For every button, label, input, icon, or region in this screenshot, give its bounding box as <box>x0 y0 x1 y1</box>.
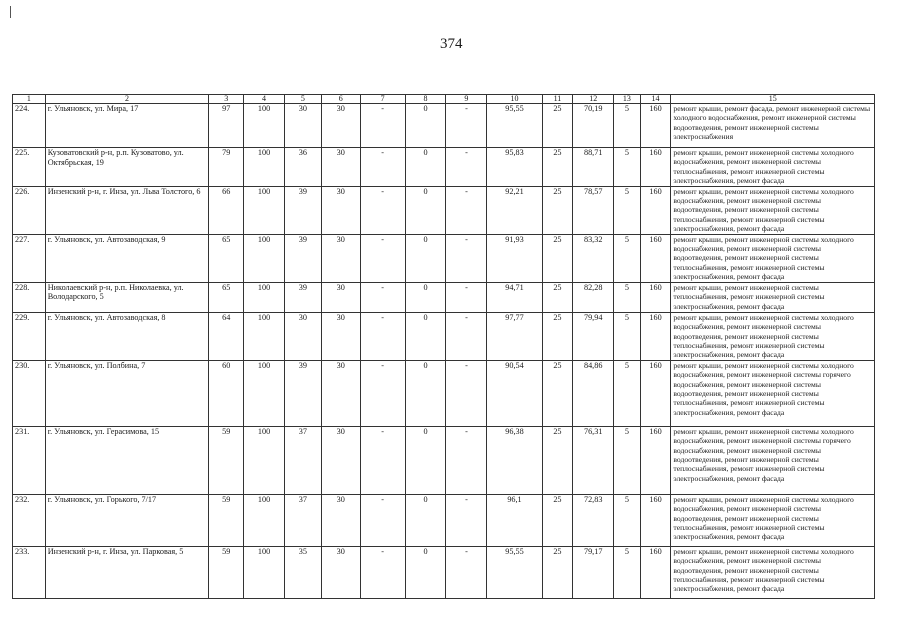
value-cell: 5 <box>614 234 641 282</box>
value-cell: 25 <box>542 234 573 282</box>
value-cell: 64 <box>209 312 244 360</box>
works-cell: ремонт крыши, ремонт инженерной системы холодного водоснабжения, ремонт инженерной системы горячего водоснабжения, ремонт инженерной системы водоотведения, ремонт инженерной системы теплоснабжения, ремонт инженерной системы электроснабжения, ремонт фасада <box>671 426 875 494</box>
value-cell: 92,21 <box>487 186 542 234</box>
row-number: 224. <box>13 104 46 148</box>
value-cell: 39 <box>284 282 321 312</box>
value-cell: 160 <box>640 546 671 598</box>
value-cell: 160 <box>640 186 671 234</box>
works-cell: ремонт крыши, ремонт инженерной системы холодного водоснабжения, ремонт инженерной системы теплоснабжения, ремонт инженерной системы электроснабжения, ремонт фасада <box>671 148 875 187</box>
value-cell: 25 <box>542 360 573 426</box>
value-cell: 39 <box>284 234 321 282</box>
value-cell: 30 <box>321 312 360 360</box>
value-cell: 160 <box>640 234 671 282</box>
value-cell: 0 <box>405 148 446 187</box>
value-cell: 0 <box>405 494 446 546</box>
value-cell: 65 <box>209 282 244 312</box>
value-cell: 30 <box>321 148 360 187</box>
value-cell: - <box>360 148 405 187</box>
column-header: 13 <box>614 95 641 104</box>
row-number: 227. <box>13 234 46 282</box>
table-row <box>13 186 875 234</box>
value-cell: 0 <box>405 282 446 312</box>
value-cell: - <box>446 426 487 494</box>
value-cell: 72,83 <box>573 494 614 546</box>
address-cell: г. Ульяновск, ул. Автозаводская, 9 <box>45 234 209 282</box>
value-cell: 25 <box>542 186 573 234</box>
value-cell: 88,71 <box>573 148 614 187</box>
value-cell: 100 <box>244 148 285 187</box>
value-cell: 100 <box>244 426 285 494</box>
value-cell: 30 <box>321 234 360 282</box>
value-cell: 76,31 <box>573 426 614 494</box>
address-cell: Кузоватовский р-н, р.п. Кузоватово, ул. Октябрьская, 19 <box>45 148 209 187</box>
address-cell: Николаевский р-н, р.п. Николаевка, ул. Володарского, 5 <box>45 282 209 312</box>
value-cell: 25 <box>542 282 573 312</box>
value-cell: 0 <box>405 104 446 148</box>
value-cell: 25 <box>542 104 573 148</box>
value-cell: 160 <box>640 360 671 426</box>
value-cell: 30 <box>321 104 360 148</box>
column-header: 1 <box>13 95 46 104</box>
value-cell: - <box>446 312 487 360</box>
value-cell: 84,86 <box>573 360 614 426</box>
value-cell: 65 <box>209 234 244 282</box>
value-cell: 82,28 <box>573 282 614 312</box>
page-number: 374 <box>440 36 463 52</box>
value-cell: - <box>360 186 405 234</box>
works-cell: ремонт крыши, ремонт инженерной системы теплоснабжения, ремонт инженерной системы электроснабжения, ремонт фасада <box>671 282 875 312</box>
column-header: 2 <box>45 95 209 104</box>
value-cell: 36 <box>284 148 321 187</box>
works-cell: ремонт крыши, ремонт инженерной системы холодного водоснабжения, ремонт инженерной системы горячего водоснабжения, ремонт инженерной системы водоотведения, ремонт инженерной системы теплоснабжения, ремонт инженерной системы электроснабжения, ремонт фасада <box>671 360 875 426</box>
value-cell: 35 <box>284 546 321 598</box>
column-header: 5 <box>284 95 321 104</box>
value-cell: - <box>360 494 405 546</box>
value-cell: - <box>360 234 405 282</box>
address-cell: Инзенский р-н, г. Инза, ул. Льва Толстого, 6 <box>45 186 209 234</box>
value-cell: 30 <box>321 426 360 494</box>
value-cell: 94,71 <box>487 282 542 312</box>
value-cell: 90,54 <box>487 360 542 426</box>
value-cell: 160 <box>640 494 671 546</box>
value-cell: 5 <box>614 546 641 598</box>
column-header: 6 <box>321 95 360 104</box>
value-cell: - <box>446 234 487 282</box>
value-cell: 160 <box>640 426 671 494</box>
value-cell: 25 <box>542 494 573 546</box>
value-cell: 30 <box>284 104 321 148</box>
value-cell: 25 <box>542 312 573 360</box>
value-cell: 25 <box>542 148 573 187</box>
value-cell: - <box>360 546 405 598</box>
value-cell: 96,1 <box>487 494 542 546</box>
value-cell: - <box>446 546 487 598</box>
column-header: 4 <box>244 95 285 104</box>
table-row <box>13 312 875 360</box>
row-number: 225. <box>13 148 46 187</box>
value-cell: 5 <box>614 282 641 312</box>
value-cell: 25 <box>542 546 573 598</box>
value-cell: 37 <box>284 494 321 546</box>
scan-mark <box>10 6 11 18</box>
table-row <box>13 148 875 187</box>
column-header: 10 <box>487 95 542 104</box>
value-cell: 30 <box>284 312 321 360</box>
row-number: 232. <box>13 494 46 546</box>
address-cell: г. Ульяновск, ул. Автозаводская, 8 <box>45 312 209 360</box>
value-cell: 59 <box>209 426 244 494</box>
value-cell: 100 <box>244 234 285 282</box>
value-cell: 100 <box>244 546 285 598</box>
value-cell: 95,55 <box>487 104 542 148</box>
value-cell: 5 <box>614 186 641 234</box>
value-cell: - <box>446 360 487 426</box>
value-cell: 95,55 <box>487 546 542 598</box>
value-cell: 5 <box>614 426 641 494</box>
value-cell: 30 <box>321 282 360 312</box>
value-cell: 95,83 <box>487 148 542 187</box>
value-cell: 96,38 <box>487 426 542 494</box>
value-cell: - <box>446 186 487 234</box>
column-header: 12 <box>573 95 614 104</box>
value-cell: 100 <box>244 186 285 234</box>
value-cell: 79,94 <box>573 312 614 360</box>
value-cell: 39 <box>284 360 321 426</box>
value-cell: 5 <box>614 104 641 148</box>
address-cell: г. Ульяновск, ул. Горького, 7/17 <box>45 494 209 546</box>
value-cell: 100 <box>244 312 285 360</box>
column-header: 14 <box>640 95 671 104</box>
value-cell: 37 <box>284 426 321 494</box>
column-header: 11 <box>542 95 573 104</box>
value-cell: 97 <box>209 104 244 148</box>
works-cell: ремонт крыши, ремонт инженерной системы холодного водоснабжения, ремонт инженерной системы водоотведения, ремонт инженерной системы теплоснабжения, ремонт инженерной системы электроснабжения, ремонт фасада <box>671 234 875 282</box>
value-cell: 30 <box>321 360 360 426</box>
value-cell: 59 <box>209 546 244 598</box>
value-cell: 78,57 <box>573 186 614 234</box>
column-header: 15 <box>671 95 875 104</box>
value-cell: 79,17 <box>573 546 614 598</box>
row-number: 229. <box>13 312 46 360</box>
value-cell: 60 <box>209 360 244 426</box>
value-cell: 59 <box>209 494 244 546</box>
value-cell: 79 <box>209 148 244 187</box>
works-cell: ремонт крыши, ремонт инженерной системы холодного водоснабжения, ремонт инженерной системы водоотведения, ремонт инженерной системы теплоснабжения, ремонт инженерной системы электроснабжения, ремонт фасада <box>671 494 875 546</box>
works-cell: ремонт крыши, ремонт инженерной системы холодного водоснабжения, ремонт инженерной системы водоотведения, ремонт инженерной системы теплоснабжения, ремонт инженерной системы электроснабжения, ремонт фасада <box>671 186 875 234</box>
value-cell: - <box>360 360 405 426</box>
address-cell: г. Ульяновск, ул. Мира, 17 <box>45 104 209 148</box>
building-registry-table <box>12 94 875 599</box>
column-header: 9 <box>446 95 487 104</box>
table-row <box>13 546 875 598</box>
value-cell: - <box>446 148 487 187</box>
value-cell: 0 <box>405 234 446 282</box>
value-cell: 5 <box>614 148 641 187</box>
value-cell: 30 <box>321 494 360 546</box>
row-number: 228. <box>13 282 46 312</box>
value-cell: - <box>360 426 405 494</box>
value-cell: 0 <box>405 426 446 494</box>
value-cell: 30 <box>321 186 360 234</box>
value-cell: 30 <box>321 546 360 598</box>
value-cell: 70,19 <box>573 104 614 148</box>
value-cell: 160 <box>640 148 671 187</box>
value-cell: 83,32 <box>573 234 614 282</box>
value-cell: 160 <box>640 312 671 360</box>
value-cell: 97,77 <box>487 312 542 360</box>
header-row <box>13 95 875 104</box>
value-cell: - <box>446 282 487 312</box>
value-cell: 100 <box>244 360 285 426</box>
table-row <box>13 360 875 426</box>
value-cell: - <box>446 494 487 546</box>
value-cell: 100 <box>244 104 285 148</box>
value-cell: - <box>360 282 405 312</box>
value-cell: 100 <box>244 494 285 546</box>
table-row <box>13 104 875 148</box>
value-cell: - <box>446 104 487 148</box>
value-cell: 5 <box>614 494 641 546</box>
value-cell: - <box>360 312 405 360</box>
value-cell: 91,93 <box>487 234 542 282</box>
row-number: 230. <box>13 360 46 426</box>
table-row <box>13 426 875 494</box>
value-cell: 0 <box>405 312 446 360</box>
column-header: 3 <box>209 95 244 104</box>
value-cell: 0 <box>405 186 446 234</box>
value-cell: 0 <box>405 360 446 426</box>
value-cell: - <box>360 104 405 148</box>
row-number: 226. <box>13 186 46 234</box>
value-cell: 5 <box>614 360 641 426</box>
works-cell: ремонт крыши, ремонт инженерной системы холодного водоснабжения, ремонт инженерной системы водоотведения, ремонт инженерной системы теплоснабжения, ремонт инженерной системы электроснабжения, ремонт фасада <box>671 312 875 360</box>
table-row <box>13 234 875 282</box>
value-cell: 5 <box>614 312 641 360</box>
table-row <box>13 494 875 546</box>
address-cell: г. Ульяновск, ул. Герасимова, 15 <box>45 426 209 494</box>
column-header: 8 <box>405 95 446 104</box>
works-cell: ремонт крыши, ремонт инженерной системы холодного водоснабжения, ремонт инженерной системы водоотведения, ремонт инженерной системы теплоснабжения, ремонт инженерной системы электроснабжения, ремонт фасада <box>671 546 875 598</box>
value-cell: 25 <box>542 426 573 494</box>
value-cell: 100 <box>244 282 285 312</box>
value-cell: 0 <box>405 546 446 598</box>
address-cell: Инзенский р-н, г. Инза, ул. Парковая, 5 <box>45 546 209 598</box>
table-row <box>13 282 875 312</box>
works-cell: ремонт крыши, ремонт фасада, ремонт инженерной системы холодного водоснабжения, ремонт инженерной системы водоотведения, ремонт инженерной системы электроснабжения <box>671 104 875 148</box>
value-cell: 39 <box>284 186 321 234</box>
column-header: 7 <box>360 95 405 104</box>
row-number: 231. <box>13 426 46 494</box>
value-cell: 160 <box>640 104 671 148</box>
value-cell: 160 <box>640 282 671 312</box>
value-cell: 66 <box>209 186 244 234</box>
address-cell: г. Ульяновск, ул. Полбина, 7 <box>45 360 209 426</box>
row-number: 233. <box>13 546 46 598</box>
